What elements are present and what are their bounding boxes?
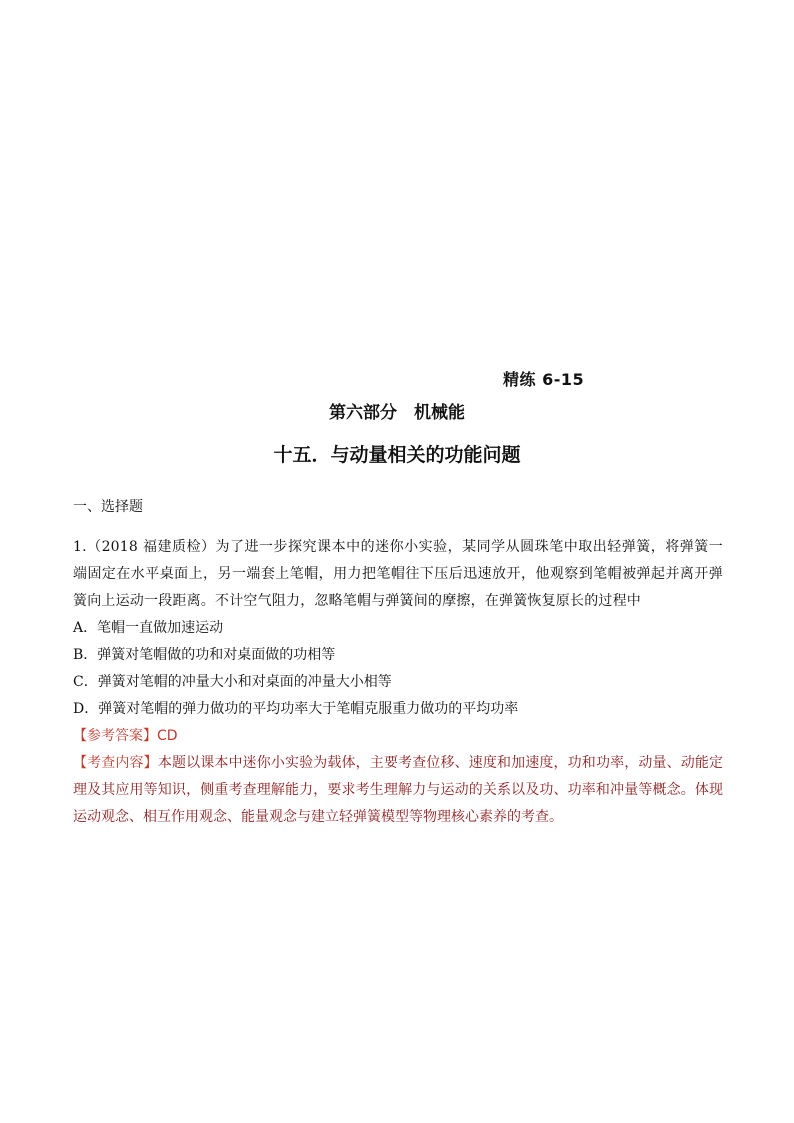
reference-answer — [73, 723, 723, 750]
question-stem: 1.（2018 福建质检）为了进一步探究课本中的迷你小实验，某同学从圆珠笔中取出轻弹簧，将弹簧一端固定在水平桌面上，另一端套上笔帽，用力把笔帽往下压后迅速放开，他观察到笔帽被弹起并离开弹簧向上运动一段距离。不计空气阻力，忽略笔帽与弹簧间的摩擦，在弹簧恢复原长的过程中 — [73, 539, 723, 609]
analysis-paragraph — [73, 750, 723, 831]
answer-value: CD — [157, 728, 178, 744]
option-a: A．笔帽一直做加速运动 — [73, 620, 224, 636]
question-block — [73, 534, 723, 831]
option-c: C．弹簧对笔帽的冲量大小和对桌面的冲量大小相等 — [73, 674, 392, 690]
question-category: 一、选择题 — [73, 499, 143, 515]
answer-label: 【参考答案】 — [73, 728, 157, 744]
part-title: 第六部分 机械能 — [329, 403, 465, 423]
analysis-label: 【考查内容】 — [73, 755, 158, 771]
exercise-tag: 精练 6-15 — [503, 370, 585, 389]
section-title: 十五．与动量相关的功能问题 — [273, 444, 521, 466]
option-b: B．弹簧对笔帽做的功和对桌面做的功相等 — [73, 647, 336, 663]
analysis-text: 本题以课本中迷你小实验为载体，主要考查位移、速度和加速度，功和功率，动量、动能定理及其应用等知识，侧重考查理解能力，要求考生理解力与运动的关系以及功、功率和冲量等概念。体现运动观念、相互作用观念、能量观念与建立轻弹簧模型等物理核心素养的考查。 — [73, 755, 724, 825]
option-d: D．弹簧对笔帽的弹力做功的平均功率大于笔帽克服重力做功的平均功率 — [73, 701, 519, 717]
